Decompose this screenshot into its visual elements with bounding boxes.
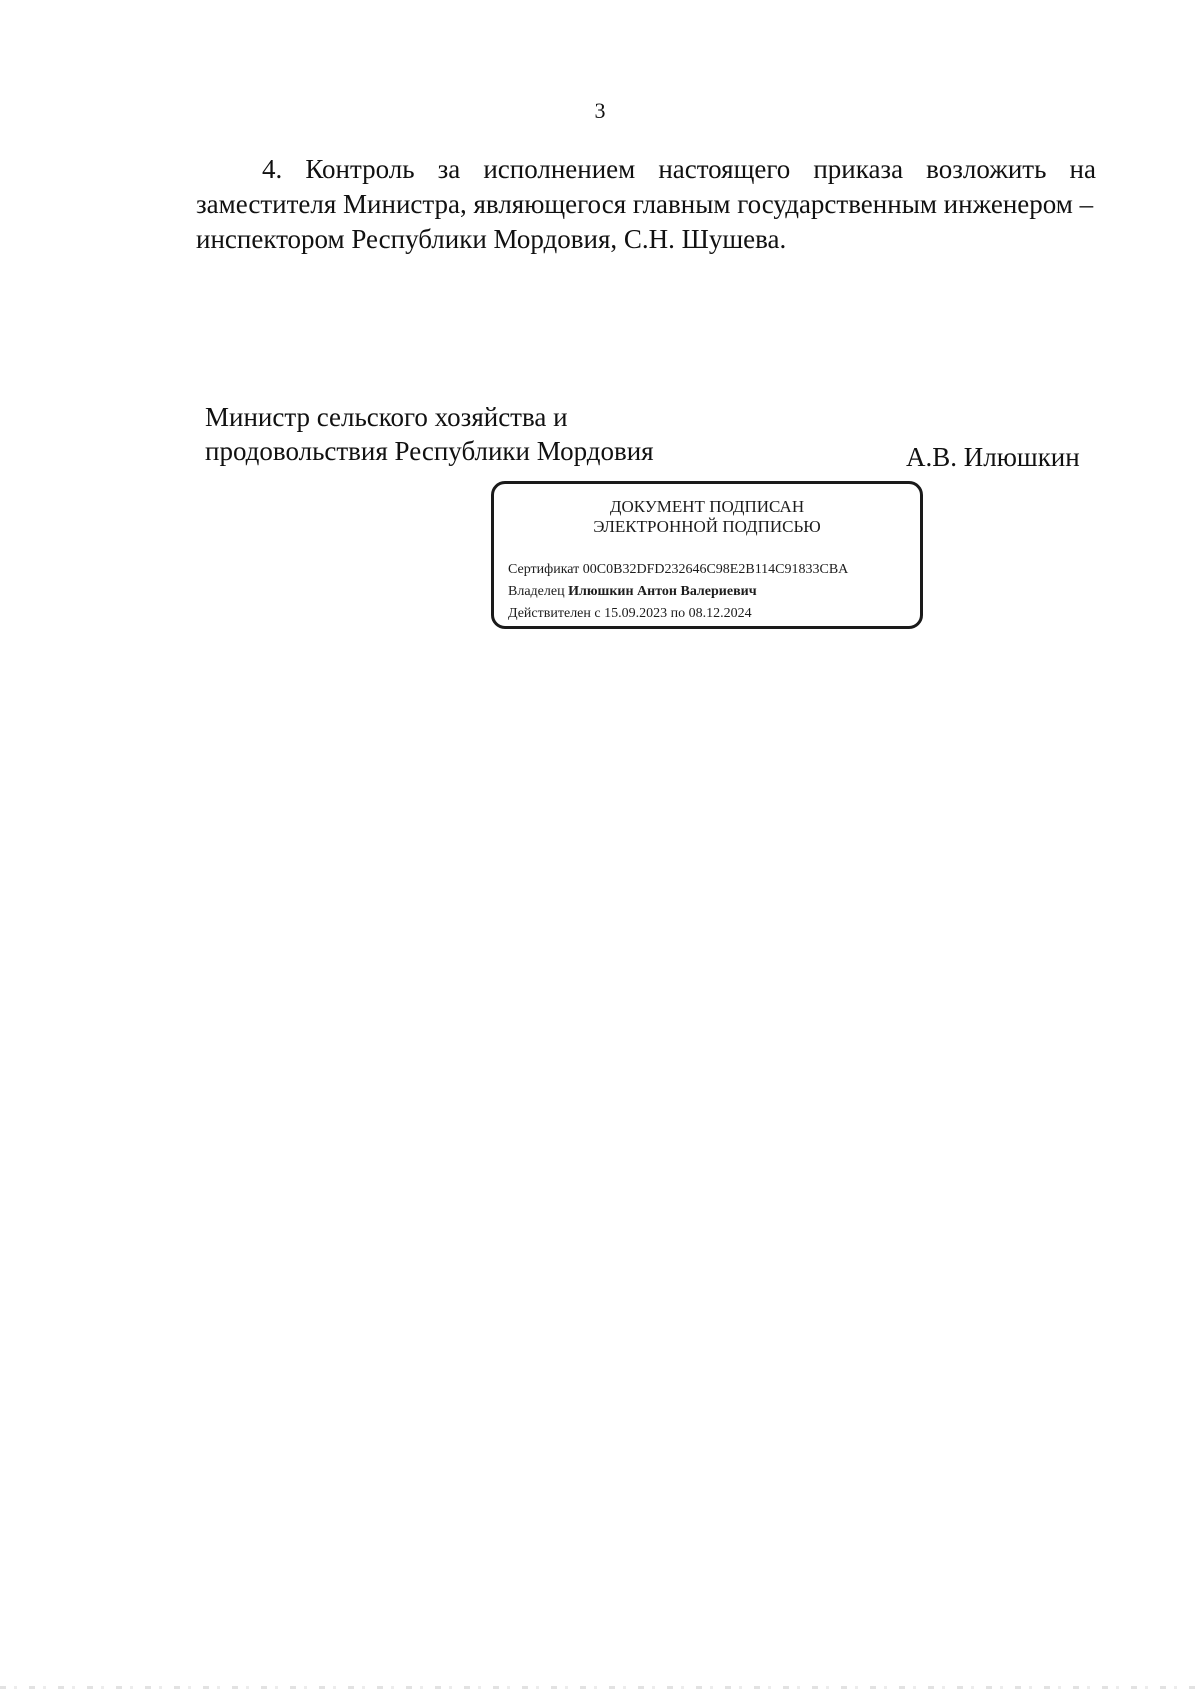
signer-position-line-1: Министр сельского хозяйства и <box>205 402 568 432</box>
paragraph-word: за <box>437 154 461 184</box>
stamp-certificate-row <box>508 559 848 581</box>
paragraph-word: возложить <box>926 154 1047 184</box>
stamp-valid-label: Действителен с <box>508 606 601 621</box>
signer-name: А.В. Илюшкин <box>906 442 1080 472</box>
stamp-certificate-label: Сертификат <box>508 562 580 577</box>
stamp-valid-to: 08.12.2024 <box>688 606 752 621</box>
stamp-owner-row <box>508 581 848 603</box>
stamp-title-line-1: ДОКУМЕНТ ПОДПИСАН <box>609 497 805 516</box>
stamp-title-line-2: ЭЛЕКТРОННОЙ ПОДПИСЬЮ <box>593 517 821 536</box>
signer-position-line-2: продовольствия Республики Мордовия <box>205 436 654 466</box>
paragraph-line-2: заместителя Министра, являющегося главным государственным инженером – <box>196 189 1094 219</box>
paragraph-word: исполнением <box>483 154 636 184</box>
paragraph-word: приказа <box>813 154 904 184</box>
paragraph-word: на <box>1069 154 1096 184</box>
page-number: 3 <box>594 98 606 123</box>
order-paragraph-4 <box>196 152 1096 257</box>
stamp-certificate-value: 00C0B32DFD232646C98E2B114C91833CBA <box>582 562 849 577</box>
paragraph-word: настоящего <box>658 154 791 184</box>
paragraph-line-1 <box>196 152 1096 187</box>
stamp-validity-row <box>508 603 848 625</box>
paragraph-word: 4. <box>262 154 283 184</box>
stamp-owner-value: Илюшкин Антон Валериевич <box>568 584 757 599</box>
paragraph-word: Контроль <box>305 154 415 184</box>
paragraph-line-3: инспектором Республики Мордовия, С.Н. Шушева. <box>196 224 787 254</box>
stamp-valid-to-label: по <box>670 606 686 621</box>
electronic-signature-stamp <box>491 481 923 629</box>
stamp-details <box>508 559 848 625</box>
stamp-title <box>494 497 920 537</box>
scan-artifact-strip <box>0 1686 1200 1689</box>
stamp-owner-label: Владелец <box>508 584 565 599</box>
stamp-valid-from: 15.09.2023 <box>604 606 668 621</box>
signer-position <box>205 400 654 468</box>
